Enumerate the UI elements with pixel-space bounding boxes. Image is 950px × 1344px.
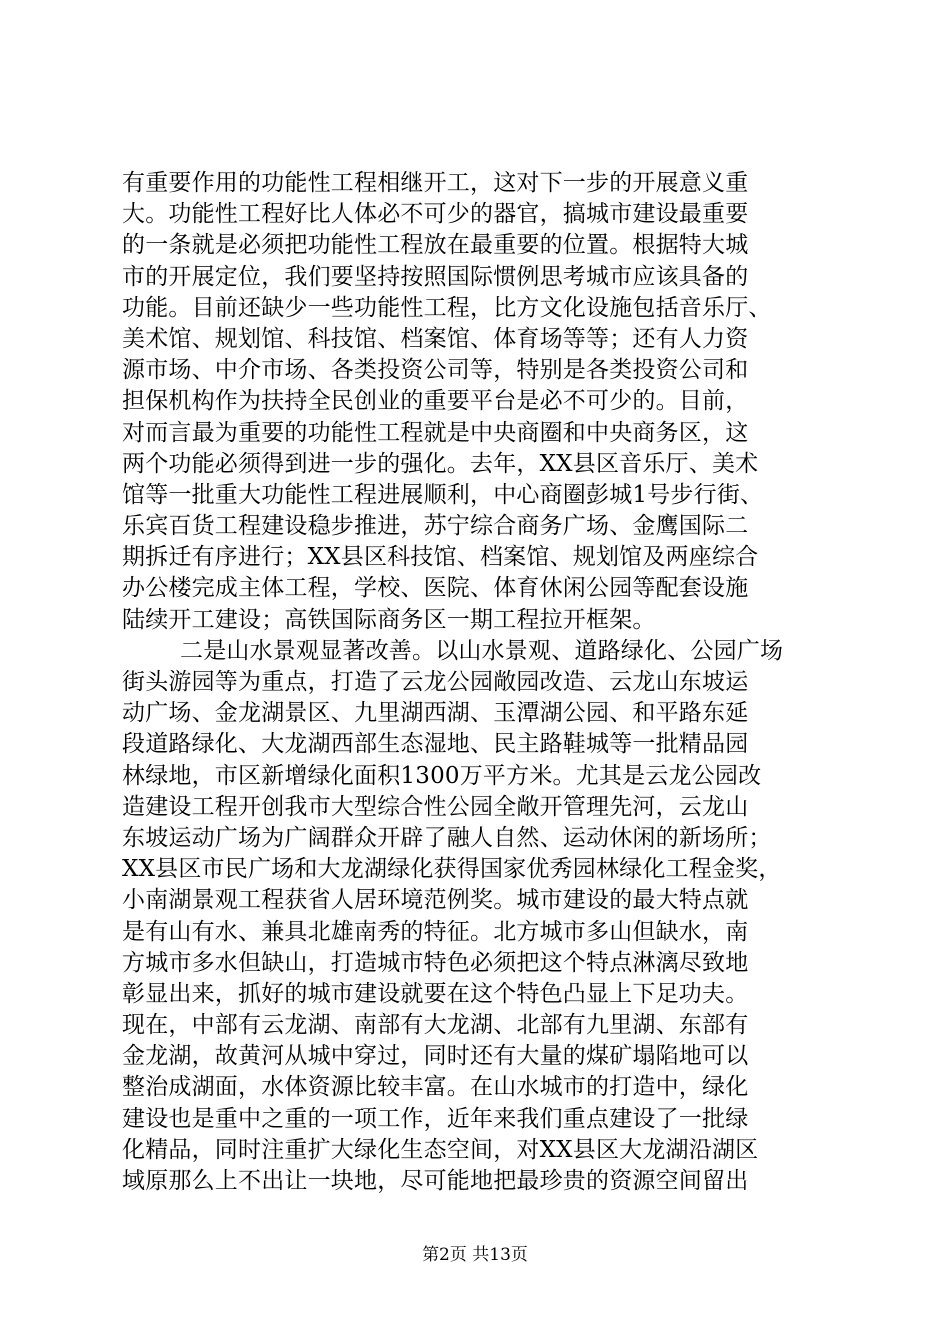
text-line: 化精品，同时注重扩大绿化生态空间，对XX县区大龙湖沿湖区 (122, 1136, 759, 1163)
text-line: 彰显出来，抓好的城市建设就要在这个特色凸显上下足功夫。 (122, 980, 749, 1007)
text-line: 有重要作用的功能性工程相继开工，这对下一步的开展意义重 (122, 170, 749, 196)
text-line: 域原那么上不出让一块地，尽可能地把最珍贵的资源空间留出 (122, 1168, 749, 1194)
text-line: 整治成湖面，水体资源比较丰富。在山水城市的打造中，绿化 (122, 1074, 749, 1101)
text-line: 美术馆、规划馆、科技馆、档案馆、体育场等等；还有人力资 (122, 325, 749, 352)
text-line: 馆等一批重大功能性工程进展顺利，中心商圈彭城1号步行街、 (122, 481, 764, 508)
text-line: 乐宾百货工程建设稳步推进，苏宁综合商务广场、金鹰国际二 (122, 513, 749, 540)
text-line: 功能。目前还缺少一些功能性工程，比方文化设施包括音乐厅、 (122, 294, 772, 321)
text-line: 造建设工程开创我市大型综合性公园全敞开管理先河，云龙山 (122, 793, 749, 820)
text-line: 对而言最为重要的功能性工程就是中央商圈和中央商务区，这 (122, 419, 749, 446)
text-line: 动广场、金龙湖景区、九里湖西湖、玉潭湖公园、和平路东延 (122, 700, 749, 727)
text-line: 陆续开工建设；高铁国际商务区一期工程拉开框架。 (122, 606, 656, 633)
body-text (122, 168, 832, 1197)
text-line: 东坡运动广场为广阔群众开辟了融人自然、运动休闲的新场所； (122, 824, 772, 851)
text-line: XX县区市民广场和大龙湖绿化获得国家优秀园林绿化工程金奖， (122, 856, 782, 883)
text-line: 林绿地，市区新增绿化面积1300万平方米。尤其是云龙公园改 (122, 762, 762, 789)
text-line: 期拆迁有序进行；XX县区科技馆、档案馆、规划馆及两座综合 (122, 544, 759, 571)
paragraph-start-line: 二是山水景观显著改善。以山水景观、道路绿化、公园广场 (180, 637, 784, 664)
text-line: 街头游园等为重点，打造了云龙公园敞园改造、云龙山东坡运 (122, 669, 749, 695)
text-line: 办公楼完成主体工程，学校、医院、体育休闲公园等配套设施 (122, 575, 749, 602)
text-line: 大。功能性工程好比人体必不可少的器官，搞城市建设最重要 (122, 201, 749, 228)
text-line: 的一条就是必须把功能性工程放在最重要的位置。根据特大城 (122, 232, 749, 259)
text-line: 金龙湖，故黄河从城中穿过，同时还有大量的煤矿塌陷地可以 (122, 1043, 749, 1070)
text-line: 方城市多水但缺山，打造城市特色必须把这个特点淋漓尽致地 (122, 949, 749, 976)
text-line: 小南湖景观工程获省人居环境范例奖。城市建设的最大特点就 (122, 887, 749, 914)
text-line: 段道路绿化、大龙湖西部生态湿地、民主路鞋城等一批精品园 (122, 731, 749, 758)
text-line: 担保机构作为扶持全民创业的重要平台是必不可少的。目前， (122, 388, 749, 415)
page-number-footer: 第2页 共13页 (422, 1245, 528, 1265)
text-line: 是有山有水、兼具北雄南秀的特征。北方城市多山但缺水，南 (122, 918, 749, 945)
text-line: 市的开展定位，我们要坚持按照国际惯例思考城市应该具备的 (122, 263, 749, 290)
text-line: 源市场、中介市场、各类投资公司等，特别是各类投资公司和 (122, 357, 749, 384)
text-line: 两个功能必须得到进一步的强化。去年，XX县区音乐厅、美术 (122, 450, 759, 477)
text-line: 建设也是重中之重的一项工作，近年来我们重点建设了一批绿 (122, 1105, 749, 1132)
text-line: 现在，中部有云龙湖、南部有大龙湖、北部有九里湖、东部有 (122, 1012, 749, 1039)
